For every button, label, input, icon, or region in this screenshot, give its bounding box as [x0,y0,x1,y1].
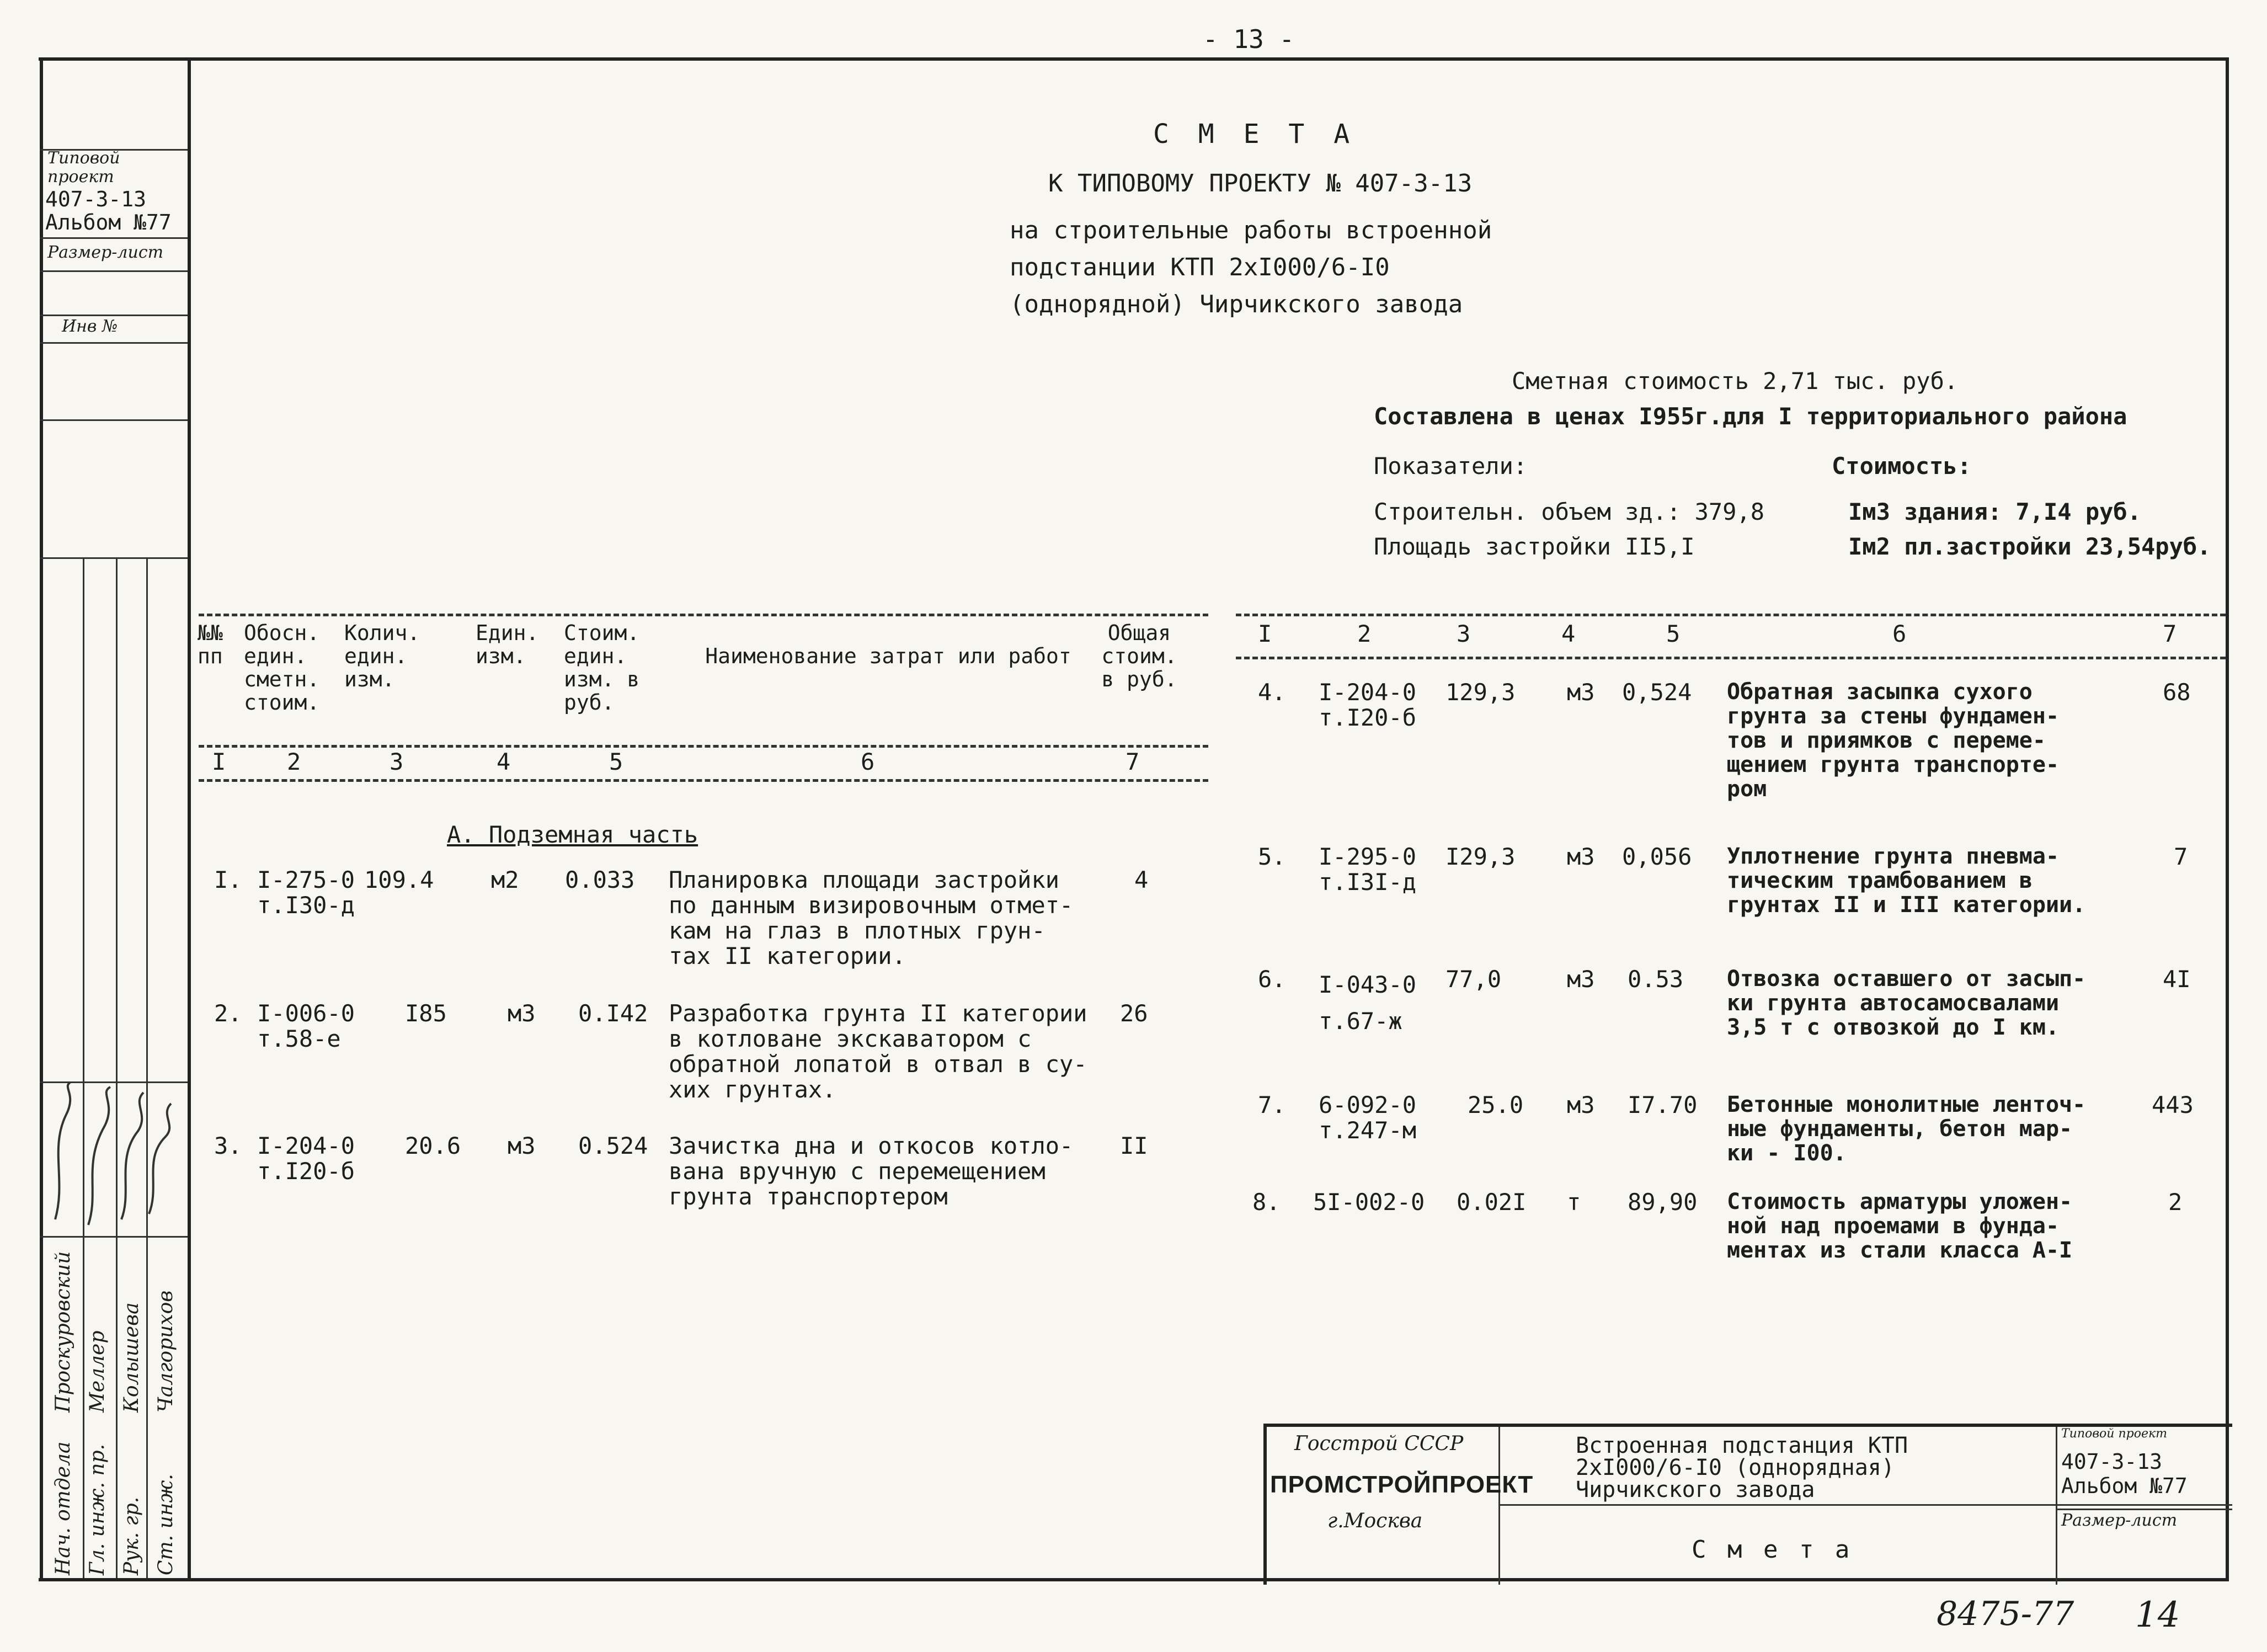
page-number: - 13 - [1203,24,1295,54]
side-name: Проскуровский [52,1251,74,1413]
stamp-divider [40,237,188,239]
col-num: 4 [497,748,511,775]
tb-divider [2056,1427,2057,1585]
tb-type: Типовой проект [2061,1427,2167,1441]
th-name: Наименование затрат или работ [705,644,1071,668]
col-num: 6 [1892,620,1907,647]
frame-top [39,57,2229,61]
cell-n: 8. [1252,1189,1281,1216]
cell-n: 4. [1258,679,1286,706]
summary-area: Площадь застройки II5,I [1374,533,1695,560]
cell-total: 4 [1134,866,1149,893]
stamp-divider [40,419,188,421]
stamp-divider [40,315,188,316]
col-num: 5 [609,748,623,775]
cell-unit: м3 [508,1000,536,1027]
col-num: 5 [1666,620,1681,647]
cell-unit: м3 [1567,1091,1595,1118]
cell-qty: 0.02I [1457,1189,1527,1216]
cell-qty: 25.0 [1468,1091,1524,1118]
tb-org2: ПРОМСТРОЙПРОЕКТ [1270,1471,1534,1498]
tb-divider [1498,1427,1500,1585]
cell-code: I-204-0 т.I20-б [257,1132,355,1185]
cell-price: 0.524 [578,1132,648,1159]
stamp-album: Альбом №77 [45,210,172,235]
th-unit: Един. изм. [476,621,539,668]
cell-n: 5. [1258,843,1286,870]
tb-city: г.Москва [1327,1510,1423,1532]
cell-unit: м3 [1567,843,1595,870]
title-block [1263,1424,2232,1585]
side-role: Нач. отдела [52,1441,74,1575]
col-num: 2 [1357,620,1372,647]
table-row [0,844,2229,955]
cell-unit: м3 [508,1132,536,1159]
side-role: Рук. гр. [120,1496,143,1575]
cell-n: I. [214,866,242,893]
cell-n: 6. [1258,966,1286,993]
cell-qty: 77,0 [1445,966,1502,993]
col-num: I [212,748,226,775]
cell-qty: 109.4 [364,866,434,893]
col-num: 6 [861,748,875,775]
th-basis: Обосн. един. сметн. стоим. [244,621,320,715]
cell-code: I-204-0 т.I20-б [1319,679,1417,731]
th-qty: Колич. един. изм. [344,621,420,691]
cell-total: 68 [2163,679,2191,706]
doc-line3: (однорядной) Чирчикского завода [1010,290,1463,318]
col-num: 4 [1561,620,1576,647]
stamp-divider [40,342,188,344]
stamp-inv: Инв № [62,317,118,336]
cell-price: 89,90 [1628,1189,1698,1216]
tb-object: Встроенная подстанция КТП 2хI000/6-I0 (однорядная) Чирчикского завода [1576,1433,1908,1502]
doc-heading: С М Е Т А [1153,119,1357,150]
summary-cost-label: Стоимость: [1832,452,1971,479]
cell-total: 26 [1120,1000,1148,1027]
cell-name: Зачистка дна и откосов котло- вана вручную с перемещением грунта транспортером [669,1132,1074,1210]
cell-total: 7 [2174,843,2188,870]
cell-name: Планировка площади застройки по данным визировочным отмет- кам на глаз в плотных грун- тах II категории. [669,866,1074,969]
table-row [0,1190,2229,1300]
summary-indicators-label: Показатели: [1374,452,1528,479]
cell-price: 0.53 [1628,966,1684,993]
table-row [0,1093,2229,1203]
summary-prices: Составлена в ценах I955г.для I территориального района [1374,403,2127,430]
th-number: №№ пп [198,621,223,668]
cell-price: 0.I42 [578,1000,648,1027]
cell-n: 7. [1258,1091,1286,1118]
col-num: 7 [1126,748,1140,775]
stamp-divider [40,270,188,272]
th-unit-price: Стоим. един. изм. в руб. [564,621,640,715]
cell-name: Бетонные монолитные ленточ- ные фундаменты, бетон мар- ки - I00. [1727,1092,2086,1166]
cell-name: Отвозка оставшего от засып- ки грунта автосамосвалами 3,5 т с отвозкой до I км. [1727,966,2086,1040]
side-name: Чалгорихов [154,1290,177,1413]
tb-doc: С м е т а [1692,1536,1853,1564]
summary-cost-m2: Iм2 пл.застройки 23,54руб. [1848,533,2211,560]
stamp-code: 407-3-13 [45,187,147,211]
side-name: Меллер [86,1330,109,1413]
cell-unit: т [1567,1189,1581,1216]
cell-name: Разработка грунта II категории в котловане экскаватором с обратной лопатой в отвал в су- хих грунтах. [669,1000,1087,1103]
cell-code: I-295-0 т.I3I-д [1319,843,1417,896]
cell-code: I-275-0 т.I30-д [257,866,355,919]
col-num: 7 [2163,620,2177,647]
table-right-mid-rule [1236,657,2226,659]
doc-project: К ТИПОВОМУ ПРОЕКТУ № 407-3-13 [1048,169,1473,198]
table-right-top-rule [1236,614,2226,616]
doc-line1: на строительные работы встроенной [1010,216,1492,244]
doc-line2: подстанции КТП 2хI000/6-I0 [1010,253,1390,281]
cell-unit: м3 [1567,966,1595,993]
stamp-type: Типовой проект [47,148,120,186]
cell-total: II [1120,1132,1148,1159]
cell-total: 4I [2163,966,2191,993]
cell-qty: 20.6 [405,1132,461,1159]
left-stamp [40,149,188,353]
col-num: 3 [390,748,404,775]
table-row [0,967,2229,1077]
th-total: Общая стоим. в руб. [1101,621,1177,691]
cell-price: 0,524 [1622,679,1692,706]
summary-volume: Строительн. объем зд.: 379,8 [1374,498,1765,525]
table-row [0,680,2229,823]
cell-code: 5I-002-0 [1313,1189,1425,1216]
footer-handwriting: 8475-77 [1937,1595,2074,1633]
cell-code: I-043-0 т.67-ж [1319,971,1417,1035]
section-title: А. Подземная часть [447,821,698,848]
cell-qty: I29,3 [1445,843,1516,870]
cell-code: I-006-0 т.58-е [257,1000,355,1052]
footer-sheet-number: 14 [2135,1595,2180,1635]
col-num: 2 [287,748,301,775]
table-left-top-rule [199,614,1208,616]
cell-name: Обратная засыпка сухого грунта за стены фундамен- тов и приямков с переме- щением грунта транспорте- ром [1727,679,2060,802]
stamp-sheet: Размер-лист [47,243,164,262]
stamp-divider [40,557,188,559]
cell-price: I7.70 [1628,1091,1698,1118]
tb-divider [2056,1509,2232,1510]
side-role: Ст. инж. [154,1474,177,1575]
summary-cost: Сметная стоимость 2,71 тыс. руб. [1512,367,1959,395]
cell-name: Стоимость арматуры уложен- ной над проемами в фунда- ментах из стали класса А-I [1727,1189,2073,1263]
tb-sheet-label: Размер-лист [2061,1511,2178,1530]
side-roles [46,1421,183,1575]
cell-n: 2. [214,1000,242,1027]
col-num: 3 [1457,620,1471,647]
tb-album: Альбом №77 [2061,1474,2188,1498]
cell-n: 3. [214,1132,242,1159]
side-role: Гл. инж. пр. [86,1443,109,1575]
cell-name: Уплотнение грунта пневма- тическим трамбованием в грунтах II и III категории. [1727,844,2086,918]
tb-org1: Госстрой СССР [1294,1432,1464,1455]
cell-unit: м2 [491,866,519,893]
cell-price: 0.033 [565,866,635,893]
side-name: Колышева [120,1302,143,1413]
cell-total: 2 [2168,1189,2183,1216]
summary-cost-m3: Iм3 здания: 7,I4 руб. [1848,498,2142,525]
cell-price: 0,056 [1622,843,1692,870]
tb-code: 407-3-13 [2061,1450,2163,1474]
cell-code: 6-092-0 т.247-м [1319,1091,1417,1144]
cell-qty: I85 [405,1000,447,1027]
col-num: I [1258,620,1272,647]
cell-qty: 129,3 [1445,679,1516,706]
cell-unit: м3 [1567,679,1595,706]
cell-total: 443 [2152,1091,2194,1118]
tb-divider [1498,1504,2232,1506]
